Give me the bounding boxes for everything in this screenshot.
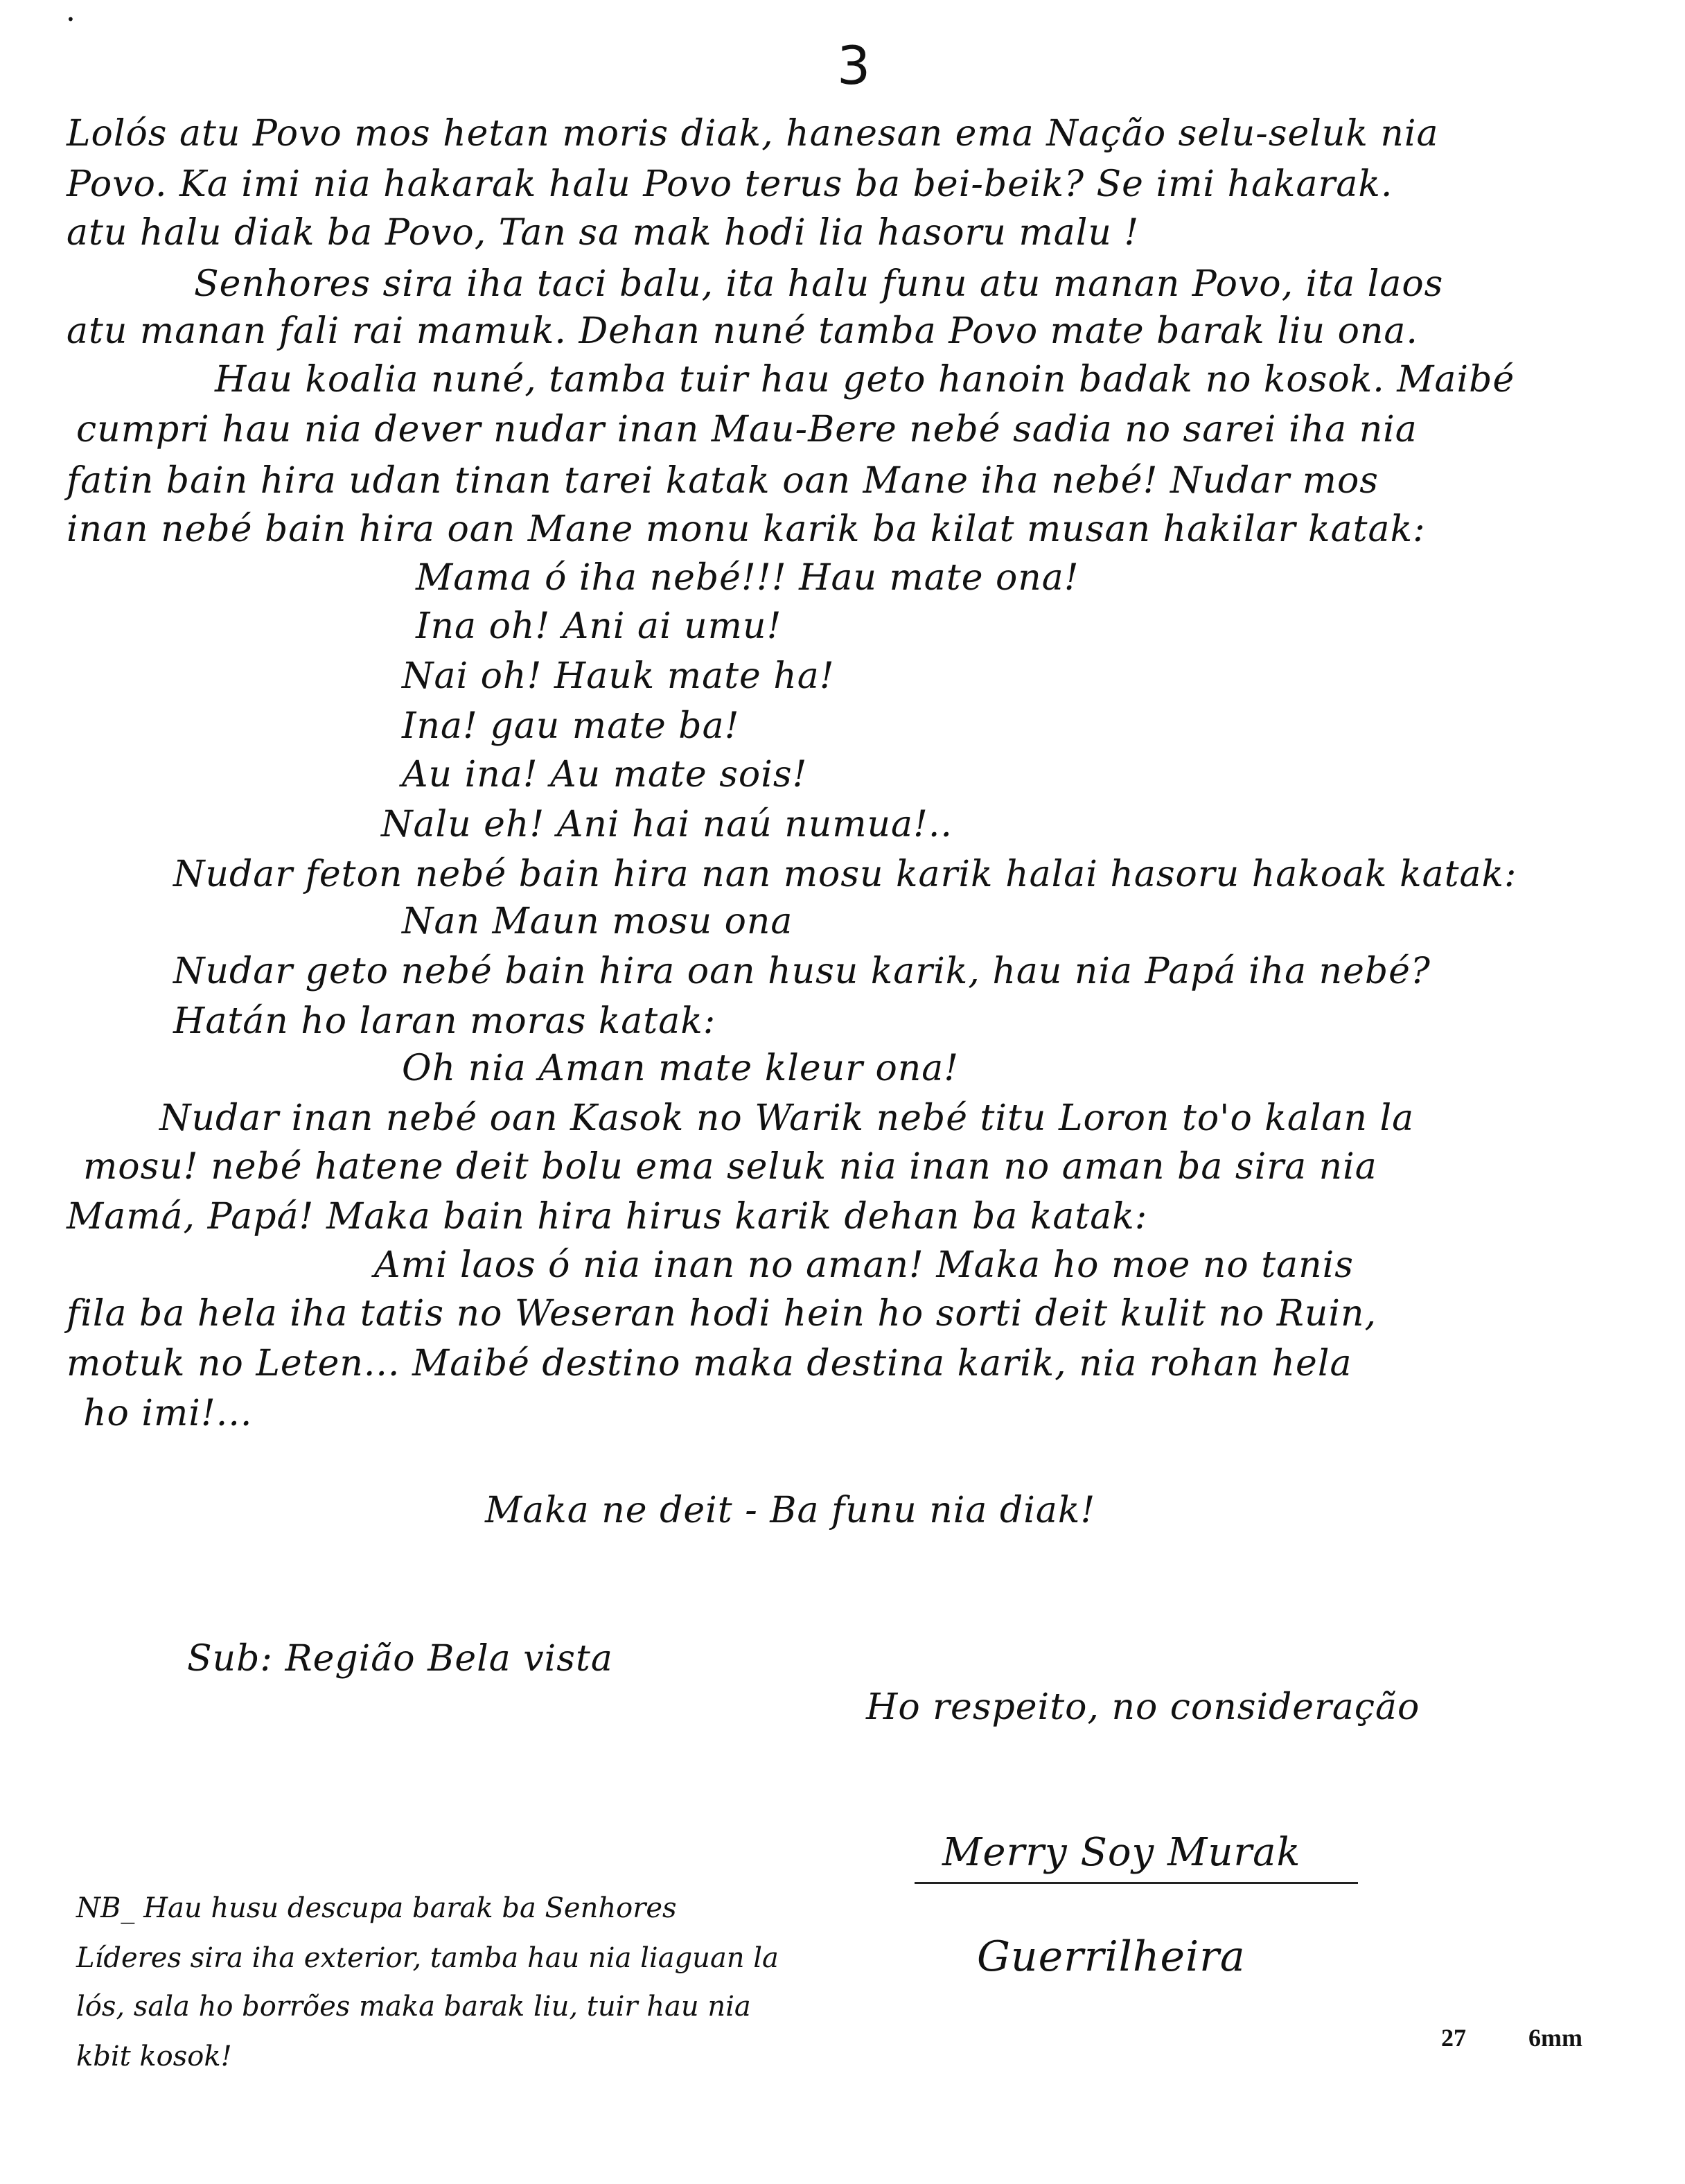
respect-line: Ho respeito, no consideração bbox=[866, 1687, 1420, 1728]
text-line: Au ina! Au mate sois! bbox=[402, 754, 808, 795]
text-line: Mamá, Papá! Maka bain hira hirus karik dehan ba katak: bbox=[67, 1196, 1148, 1238]
text-line: ho imi!... bbox=[83, 1393, 253, 1434]
signature-title: Guerrilheira bbox=[977, 1932, 1246, 1981]
text-line: Nudar inan nebé oan Kasok no Warik nebé titu Loron to'o kalan la bbox=[159, 1098, 1415, 1139]
text-line: Nudar feton nebé bain hira nan mosu karik halai hasoru hakoak katak: bbox=[173, 854, 1517, 895]
nb-line: kbit kosok! bbox=[76, 2041, 232, 2072]
text-line: fatin bain hira udan tinan tarei katak oan Mane iha nebé! Nudar mos bbox=[67, 460, 1379, 502]
region-line: Sub: Região Bela vista bbox=[187, 1638, 613, 1680]
footer-number: 27 bbox=[1441, 2024, 1466, 2052]
text-line: atu halu diak ba Povo, Tan sa mak hodi lia hasoru malu ! bbox=[67, 212, 1140, 254]
text-line: Ina oh! Ani ai umu! bbox=[416, 606, 782, 647]
text-line: Hau koalia nuné, tamba tuir hau geto hanoin badak no kosok. Maibé bbox=[215, 359, 1515, 400]
text-line: Senhores sira iha taci balu, ita halu funu atu manan Povo, ita laos bbox=[194, 263, 1444, 305]
ink-dot: • bbox=[67, 11, 75, 28]
text-line: Nudar geto nebé bain hira oan husu karik, hau nia Papá iha nebé? bbox=[173, 951, 1431, 992]
page-number: 3 bbox=[837, 35, 871, 96]
text-line: mosu! nebé hatene deit bolu ema seluk nia inan no aman ba sira nia bbox=[83, 1146, 1377, 1188]
text-line: Maka ne deit - Ba funu nia diak! bbox=[485, 1490, 1096, 1531]
text-line: cumpri hau nia dever nudar inan Mau-Bere nebé sadia no sarei iha nia bbox=[76, 409, 1418, 450]
text-line: Nai oh! Hauk mate ha! bbox=[402, 655, 835, 697]
text-line: motuk no Leten... Maibé destino maka destina karik, nia rohan hela bbox=[67, 1343, 1352, 1384]
footer-size: 6mm bbox=[1528, 2024, 1582, 2052]
text-line: Oh nia Aman mate kleur ona! bbox=[402, 1048, 960, 1089]
signature-name: Merry Soy Murak bbox=[942, 1830, 1301, 1875]
signature-underline bbox=[915, 1882, 1358, 1884]
text-line: Lolós atu Povo mos hetan moris diak, hanesan ema Nação selu-seluk nia bbox=[67, 113, 1439, 155]
text-line: Hatán ho laran moras katak: bbox=[173, 1001, 716, 1042]
text-line: Mama ó iha nebé!!! Hau mate ona! bbox=[416, 557, 1079, 599]
nb-line: Líderes sira iha exterior, tamba hau nia liaguan la bbox=[76, 1942, 779, 1974]
text-line: fila ba hela iha tatis no Weseran hodi hein ho sorti deit kulit no Ruin, bbox=[67, 1293, 1377, 1335]
text-line: atu manan fali rai mamuk. Dehan nuné tamba Povo mate barak liu ona. bbox=[67, 310, 1418, 352]
text-line: Ami laos ó nia inan no aman! Maka ho moe no tanis bbox=[374, 1244, 1354, 1286]
text-line: Ina! gau mate ba! bbox=[402, 705, 740, 747]
text-line: inan nebé bain hira oan Mane monu karik ba kilat musan hakilar katak: bbox=[67, 509, 1426, 550]
text-line: Povo. Ka imi nia hakarak halu Povo terus ba bei-beik? Se imi hakarak. bbox=[67, 164, 1393, 205]
nb-line: lós, sala ho borrões maka barak liu, tuir hau nia bbox=[76, 1991, 751, 2023]
text-line: Nalu eh! Ani hai naú numua!.. bbox=[381, 804, 953, 845]
text-line: Nan Maun mosu ona bbox=[402, 901, 793, 942]
nb-line: NB_ Hau husu descupa barak ba Senhores bbox=[76, 1892, 677, 1924]
